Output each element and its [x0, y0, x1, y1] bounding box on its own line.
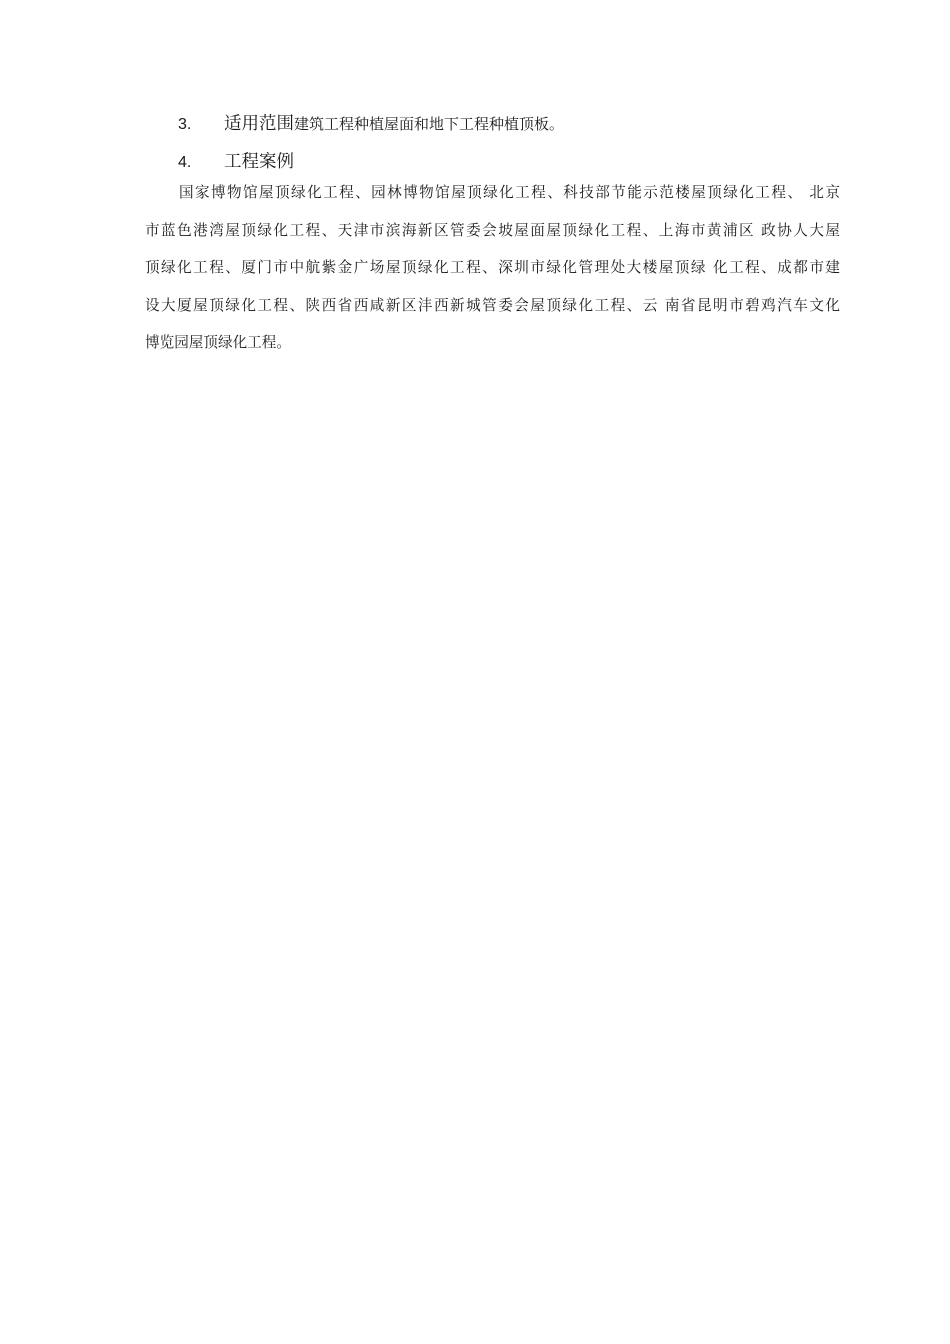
- case-paragraph-line: 博览园屋顶绿化工程。: [145, 334, 291, 351]
- case-paragraph-line: 顶绿化工程、厦门市中航紫金广场屋顶绿化工程、深圳市绿化管理处大楼屋顶绿 化工程、成都市建: [145, 259, 840, 276]
- section-4-heading: [178, 148, 294, 173]
- case-paragraph: [145, 174, 840, 362]
- section-3-title: 适用范围: [224, 114, 294, 134]
- section-3-text: 建筑工程种植屋面和地下工程种植顶板。: [294, 115, 565, 133]
- section-3-number: 3.: [178, 116, 192, 133]
- section-4-number: 4.: [178, 154, 192, 171]
- section-4-title: 工程案例: [224, 152, 294, 172]
- case-paragraph-line: 设大厦屋顶绿化工程、陕西省西咸新区沣西新城管委会屋顶绿化工程、云 南省昆明市碧鸡汽车文化: [145, 296, 840, 314]
- section-3-heading: [178, 110, 564, 135]
- case-paragraph-line: 市蓝色港湾屋顶绿化工程、天津市滨海新区管委会坡屋面屋顶绿化工程、上海市黄浦区 政协人大屋: [145, 221, 840, 239]
- case-paragraph-line: 国家博物馆屋顶绿化工程、园林博物馆屋顶绿化工程、科技部节能示范楼屋顶绿化工程、 北京: [179, 184, 840, 201]
